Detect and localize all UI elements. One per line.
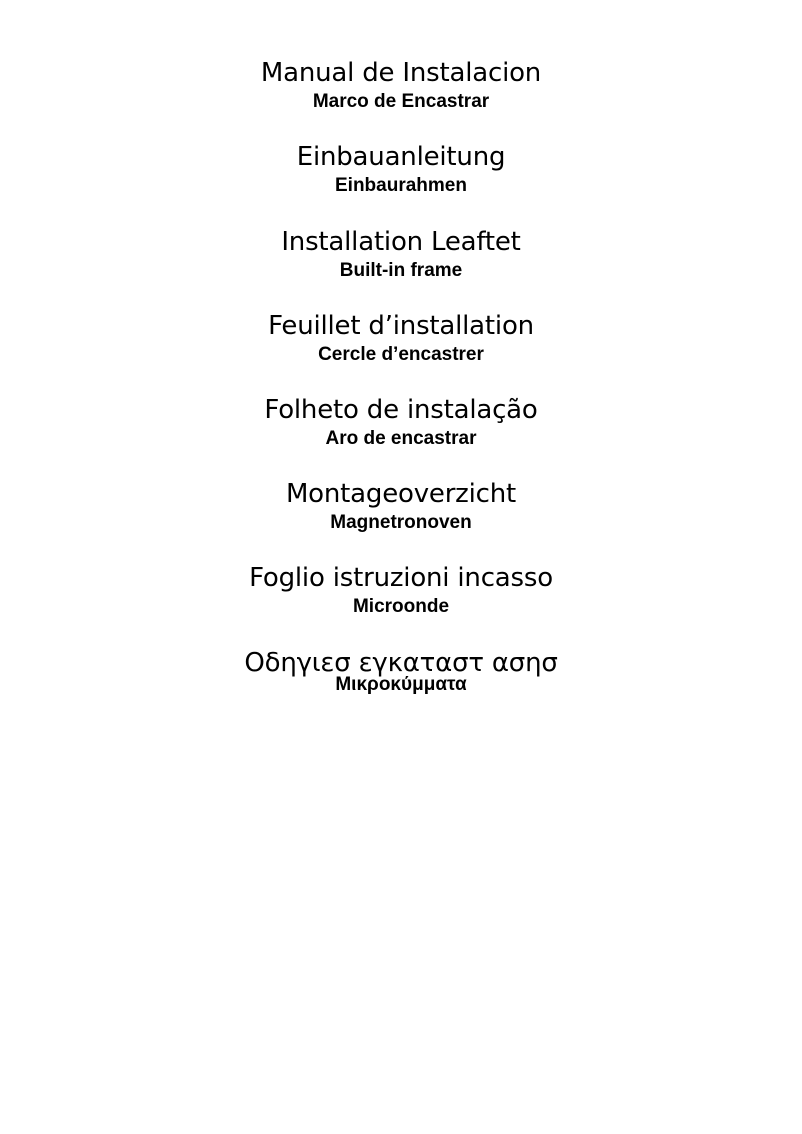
title-english: Installation Leaftet (281, 227, 521, 257)
entry-dutch (0, 479, 802, 534)
subtitle-german: Einbaurahmen (335, 175, 467, 196)
entry-french (0, 311, 802, 366)
entry-portuguese (0, 395, 802, 450)
subtitle-portuguese: Aro de encastrar (325, 428, 477, 449)
subtitle-italian: Microonde (352, 596, 450, 617)
entry-german (0, 142, 802, 197)
entry-english (0, 227, 802, 282)
subtitle-french: Cercle d’encastrer (318, 344, 484, 365)
entry-italian (0, 563, 802, 618)
subtitle-dutch: Magnetronoven (330, 512, 472, 533)
entry-greek (0, 648, 802, 696)
title-french: Feuillet d’installation (268, 311, 534, 341)
title-german: Einbauanleitung (296, 142, 506, 172)
entry-spanish (0, 58, 802, 113)
title-dutch: Montageoverzicht (285, 479, 517, 509)
subtitle-greek: Μικροκύμματα (335, 674, 467, 695)
title-portuguese: Folheto de instalação (264, 395, 538, 425)
title-greek: Οδηγιεσ εγκαταστ ασησ (244, 648, 558, 678)
subtitle-english: Built-in frame (339, 260, 463, 281)
title-italian: Foglio istruzioni incasso (249, 563, 553, 593)
subtitle-spanish: Marco de Encastrar (312, 91, 490, 112)
title-spanish: Manual de Instalacion (260, 58, 542, 88)
